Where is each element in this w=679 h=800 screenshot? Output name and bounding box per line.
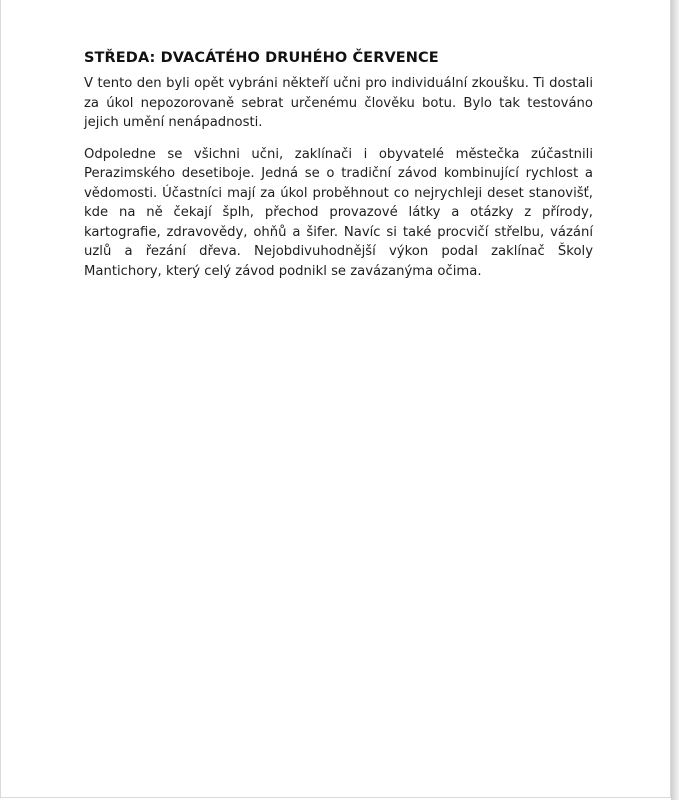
page-edge-shadow [671,0,679,800]
section-heading: STŘEDA: DVACÁTÉHO DRUHÉHO ČERVENCE [84,50,439,66]
page-content [84,48,593,293]
paragraph-1: V tento den byli opět vybráni někteří učni pro individuální zkoušku. Ti dostali za úkol nepozorovaně sebrat určenému člověku botu. Bylo tak testováno jejich umění nenápadnosti. [84,76,593,130]
paragraph-2: Odpoledne se všichni učni, zaklínači i obyvatelé městečka zúčastnili Perazimského desetiboje. Jedná se o tradiční závod kombinující rychlost a vědomosti. Účastníci mají za úkol proběhnout co nejrychleji deset stanovišť, kde na ně čekají šplh, přechod provazové látky a otázky z přírody, kartografie, zdravovědy, ohňů a šifer. Navíc si také procvičí střelbu, vázání uzlů a řezání dřeva. Nejobdivuhodnější výkon podal zaklínač Školy Mantichory, který celý závod podnikl se zavázanýma očima. [84,146,593,279]
